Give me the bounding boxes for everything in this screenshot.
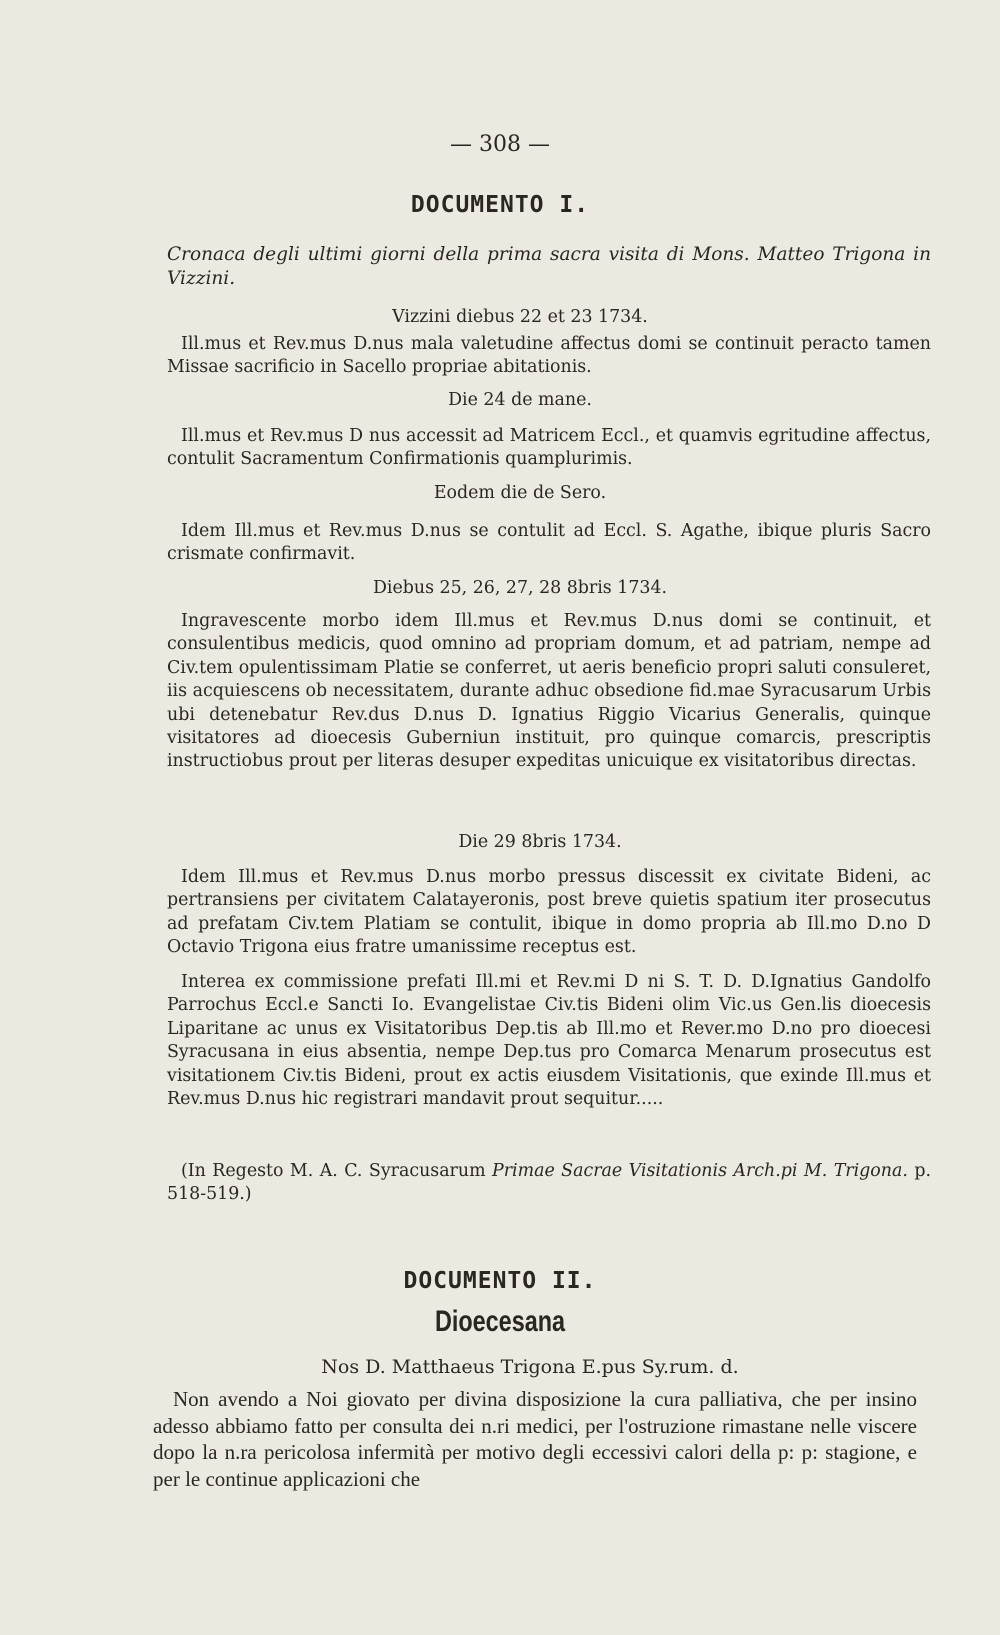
page-number: — 308 — <box>450 132 550 157</box>
source-suffix: p. 518-519.) <box>167 1161 931 1205</box>
salutation: Nos D. Matthaeus Trigona E.pus Sy.rum. d. <box>321 1356 739 1378</box>
date-line-5: Die 29 8bris 1734. <box>458 832 622 852</box>
paragraph-2 <box>167 425 931 472</box>
paragraph-6-text: Interea ex commissione prefati Ill.mi et Rev.mi D ni S. T. D. D.Ignatius Gandolfo Parrochus Eccl.e Sancti Io. Evangelistae Civ.tis Bideni olim Vic.us Gen.lis dioecesis Liparitane ac unus ex Visitatoribus Dep.tis ab Ill.mo et Rever.mo D.no pro dioecesi Syracusana in eius absentia, nempe Dep.tus pro Comarca Menarum prosecutus est visitationem Civ.tis Bideni, prout ex actis eiusdem Visitationis, que exinde Ill.mus et Rev.mus D.nus hic registrari mandavit prout sequitur..... <box>167 972 931 1110</box>
date-line-2: Die 24 de mane. <box>448 390 592 410</box>
date-line-4: Diebus 25, 26, 27, 28 8bris 1734. <box>372 578 668 598</box>
document-1-heading: DOCUMENTO I. <box>410 192 590 218</box>
source-title: Primae Sacrae Visitationis Arch.pi M. Trigona. <box>492 1161 908 1181</box>
document-1-subtitle: Cronaca degli ultimi giorni della prima sacra visita di Mons. Matteo Trigona in Vizzini. <box>167 244 931 289</box>
document-2-paragraph-1-text: Non avendo a Noi giovato per divina disposizione la cura palliativa, che per insino adesso abbiamo fatto per consulta dei n.ri medici, per l'ostruzione rimastane nelle viscere dopo la n.ra pericolosa infermità per motivo degli eccessivi calori della p: p: stagione, e per le continue applicazioni che <box>153 1387 917 1491</box>
date-line-1: Vizzini diebus 22 et 23 1734. <box>392 307 648 327</box>
paragraph-4-text: Ingravescente morbo idem Ill.mus et Rev.mus D.nus domi se continuit, et consulentibus medicis, quod omnino ad propriam domum, et ad patriam, nempe ad Civ.tem opulentissimam Platie se conferret, ut aeris beneficio propri saluti consuleret, iis acquiescens ob necessitatem, durante adhuc obsedione fid.mae Syracusarum Urbis ubi detenebatur Rev.dus D.nus D. Ignatius Riggio Vicarius Generalis, quinque visitatores ad dioecesis Guberniun instituit, pro quinque comarcis, prescriptis instructiobus prout per literas desuper expeditas unicuique ex visitatoribus directas. <box>167 611 931 772</box>
paragraph-3-text: Idem Ill.mus et Rev.mus D.nus se contulit ad Eccl. S. Agathe, ibique pluris Sacro crismate confirmavit. <box>167 521 931 565</box>
date-line-3: Eodem die de Sero. <box>433 483 607 503</box>
paragraph-3 <box>167 520 931 567</box>
paragraph-1-text: Ill.mus et Rev.mus D.nus mala valetudine affectus domi se continuit peracto tamen Missae sacrificio in Sacello propriae abitationis. <box>167 334 931 378</box>
source-citation <box>167 1160 931 1207</box>
paragraph-5 <box>167 866 931 960</box>
source-prefix: (In Regesto M. A. C. Syracusarum <box>181 1161 493 1181</box>
document-2-title: Dioecesana <box>434 1305 566 1338</box>
paragraph-5-text: Idem Ill.mus et Rev.mus D.nus morbo pressus discessit ex civitate Bideni, ac pertransiens per civitatem Calatayeronis, post breve quietis spatium iter prosecutus ad prefatam Civ.tem Platiam se contulit, ibique in domo propria ab Ill.mo D.no D Octavio Trigona eius fratre umanissime receptus est. <box>167 867 931 958</box>
document-2-heading: DOCUMENTO II. <box>403 1268 597 1294</box>
document-2-paragraph-1 <box>153 1386 917 1492</box>
paragraph-1 <box>167 333 931 380</box>
paragraph-4 <box>167 610 931 774</box>
paragraph-2-text: Ill.mus et Rev.mus D nus accessit ad Matricem Eccl., et quamvis egritudine affectus, contulit Sacramentum Confirmationis quamplurimis. <box>167 426 931 470</box>
paragraph-6 <box>167 971 931 1111</box>
